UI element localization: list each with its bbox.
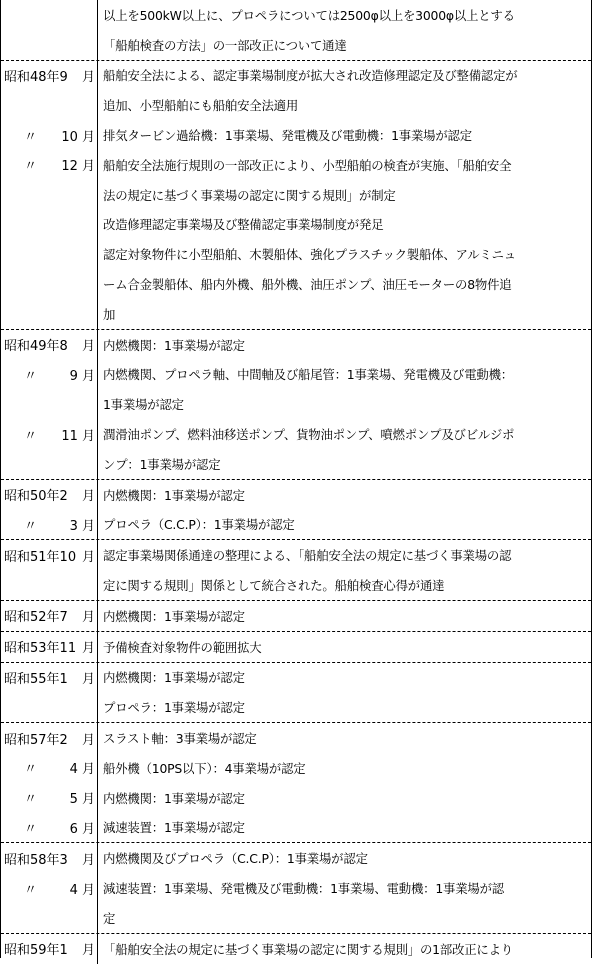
table-row [1, 723, 591, 753]
table-row [1, 934, 591, 964]
table-row [1, 540, 591, 570]
table-row [1, 570, 591, 600]
date-cell [1, 934, 98, 964]
date-month: 月 [81, 943, 95, 959]
date-cell [1, 632, 98, 662]
date-cell [1, 723, 98, 753]
event-text: 法の規定に基づく事業場の認定に関する規則」が制定 [103, 187, 396, 203]
table-row [1, 360, 591, 390]
event-text: 内燃機関：1事業場が認定 [103, 670, 245, 686]
event-text: 潤滑油ポンプ、燃料油移送ポンプ、貨物油ポンプ、噴燃ポンプ及びビルジポ [103, 427, 515, 443]
event-text: 予備検査対象物件の範囲拡大 [103, 639, 262, 655]
date-month: 月 [81, 69, 95, 85]
date-cell [1, 30, 98, 60]
date-month: 12 月 [61, 159, 95, 175]
event-text: 改造修理認定事業場及び整備認定事業場制度が発足 [103, 217, 384, 233]
date-cell [1, 449, 98, 479]
table-row-group [1, 632, 591, 663]
table-row [1, 843, 591, 873]
date-year: 〃 [24, 368, 38, 384]
table-row [1, 663, 591, 693]
table-row-group [1, 663, 591, 724]
table-row [1, 239, 591, 269]
table-row [1, 449, 591, 479]
date-month: 月 [81, 671, 95, 687]
date-month: 月 [81, 852, 95, 868]
date-year: 昭和53年11 [4, 641, 77, 657]
event-text: 内燃機関：1事業場が認定 [103, 790, 245, 806]
table-row [1, 61, 591, 91]
date-cell [1, 480, 98, 510]
date-month: 4 月 [69, 882, 95, 898]
table-row-group [1, 934, 591, 964]
date-cell [1, 360, 98, 390]
event-text: プロペラ（C.C.P）：1事業場が認定 [103, 517, 295, 533]
date-year: 昭和49年8 [4, 339, 68, 355]
date-month: 月 [81, 641, 95, 657]
event-text: 「船舶検査の方法」の一部改正について通達 [103, 37, 347, 53]
event-text: 認定対象物件に小型船舶、木製船体、強化プラスチック製船体、アルミニュ [103, 247, 516, 263]
date-cell [1, 753, 98, 783]
table-row [1, 0, 591, 30]
event-text: 船舶安全法による、認定事業場制度が拡大され改造修理認定及び整備認定が [103, 68, 518, 84]
table-row [1, 632, 591, 662]
date-month: 月 [81, 732, 95, 748]
table-row [1, 180, 591, 210]
date-year: 昭和48年9 [4, 69, 68, 85]
date-year: 昭和51年10 [4, 549, 77, 565]
event-text: 認定事業場関係通達の整理による、「船舶安全法の規定に基づく事業場の認 [103, 548, 512, 564]
date-cell [1, 61, 98, 91]
date-month: 4 月 [69, 762, 95, 778]
date-year: 〃 [24, 792, 38, 808]
table-row [1, 510, 591, 540]
date-month: 3 月 [69, 518, 95, 534]
date-cell [1, 843, 98, 873]
date-cell [1, 180, 98, 210]
date-cell [1, 330, 98, 360]
table-row [1, 419, 591, 449]
date-cell [1, 570, 98, 600]
date-cell [1, 299, 98, 329]
event-text: 追加、小型船舶にも船舶安全法適用 [103, 98, 299, 114]
table-row [1, 813, 591, 843]
date-month: 月 [81, 549, 95, 565]
date-year: 〃 [24, 518, 38, 534]
date-month: 月 [81, 610, 95, 626]
event-text: 船外機（10PS以下）：4事業場が認定 [103, 760, 306, 776]
date-cell [1, 269, 98, 299]
date-year: 昭和59年1 [4, 943, 68, 959]
date-cell [1, 120, 98, 150]
date-year: 〃 [24, 762, 38, 778]
table-row-group [1, 540, 591, 601]
table-row-group [1, 723, 591, 843]
event-text: 内燃機関：1事業場が認定 [103, 337, 245, 353]
date-year: 〃 [24, 882, 38, 898]
event-text: プロペラ：1事業場が認定 [103, 700, 245, 716]
date-year: 〃 [24, 159, 38, 175]
event-text: 船舶安全法施行規則の一部改正により、小型船舶の検査が実施、「船舶安全 [103, 157, 512, 173]
date-cell [1, 419, 98, 449]
table-row [1, 753, 591, 783]
date-cell [1, 90, 98, 120]
event-text: 減速装置：1事業場、発電機及び電動機：1事業場、電動機：1事業場が認 [103, 881, 504, 896]
date-cell [1, 663, 98, 693]
table-row-group [1, 61, 591, 330]
date-year: 昭和50年2 [4, 489, 68, 505]
event-text: 以上を500kW以上に、プロペラについては2500φ以上を3000φ以上とする [103, 7, 515, 23]
table-row [1, 30, 591, 60]
table-row [1, 873, 591, 903]
date-year: 〃 [24, 129, 38, 145]
table-row [1, 210, 591, 240]
table-row [1, 299, 591, 329]
event-text: 減速装置：1事業場が認定 [103, 820, 245, 836]
event-text: 内燃機関及びプロペラ（C.C.P）：1事業場が認定 [103, 851, 368, 867]
date-cell [1, 510, 98, 540]
date-cell [1, 239, 98, 269]
date-cell [1, 873, 98, 903]
date-cell [1, 0, 98, 30]
table-row [1, 480, 591, 510]
event-text: 内燃機関：1事業場が認定 [103, 487, 245, 503]
date-month: 11 月 [61, 428, 95, 444]
table-row [1, 120, 591, 150]
table-row [1, 692, 591, 722]
table-row-group [1, 480, 591, 541]
table-row [1, 90, 591, 120]
event-text: 内燃機関：1事業場が認定 [103, 608, 245, 624]
event-text: ンプ：1事業場が認定 [103, 456, 221, 472]
date-cell [1, 813, 98, 843]
date-month: 9 月 [69, 368, 95, 384]
table-row-group [1, 330, 591, 480]
event-text: スラスト軸：3事業場が認定 [103, 731, 257, 747]
date-cell [1, 150, 98, 180]
date-cell [1, 210, 98, 240]
table-row [1, 389, 591, 419]
date-month: 5 月 [69, 792, 95, 808]
date-cell [1, 903, 98, 933]
event-text: 加 [103, 306, 116, 322]
date-year: 昭和57年2 [4, 732, 68, 748]
event-text: ーム合金製船体、船内外機、船外機、油圧ポンプ、油圧モーターの8物件追 [103, 277, 512, 293]
event-text: 定に関する規則」関係として統合された。船舶検査心得が通達 [103, 578, 445, 594]
table-row-group [1, 601, 591, 632]
table-row-group [1, 843, 591, 933]
event-text: 1事業場が認定 [103, 397, 184, 413]
date-year: 〃 [24, 821, 38, 837]
date-month: 月 [81, 339, 95, 355]
table-row-group [1, 0, 591, 61]
table-row [1, 783, 591, 813]
date-cell [1, 601, 98, 631]
event-text: 「船舶安全法の規定に基づく事業場の認定に関する規則」の1部改正により [103, 941, 513, 957]
date-year: 昭和55年1 [4, 671, 68, 687]
event-text: 内燃機関、プロペラ軸、中間軸及び船尾管：1事業場、発電機及び電動機： [103, 367, 513, 383]
date-cell [1, 389, 98, 419]
table-row [1, 330, 591, 360]
date-month: 10 月 [61, 129, 95, 145]
date-cell [1, 540, 98, 570]
date-month: 月 [81, 489, 95, 505]
table-row [1, 150, 591, 180]
date-year: 昭和58年3 [4, 852, 68, 868]
date-month: 6 月 [69, 821, 95, 837]
table-row [1, 903, 591, 933]
event-text: 定 [103, 910, 116, 926]
date-cell [1, 783, 98, 813]
table-row [1, 601, 591, 631]
date-cell [1, 692, 98, 722]
date-year: 昭和52年7 [4, 610, 68, 626]
table-row [1, 269, 591, 299]
date-year: 〃 [24, 428, 38, 444]
event-text: 排気タービン過給機：1事業場、発電機及び電動機：1事業場が認定 [103, 128, 472, 144]
